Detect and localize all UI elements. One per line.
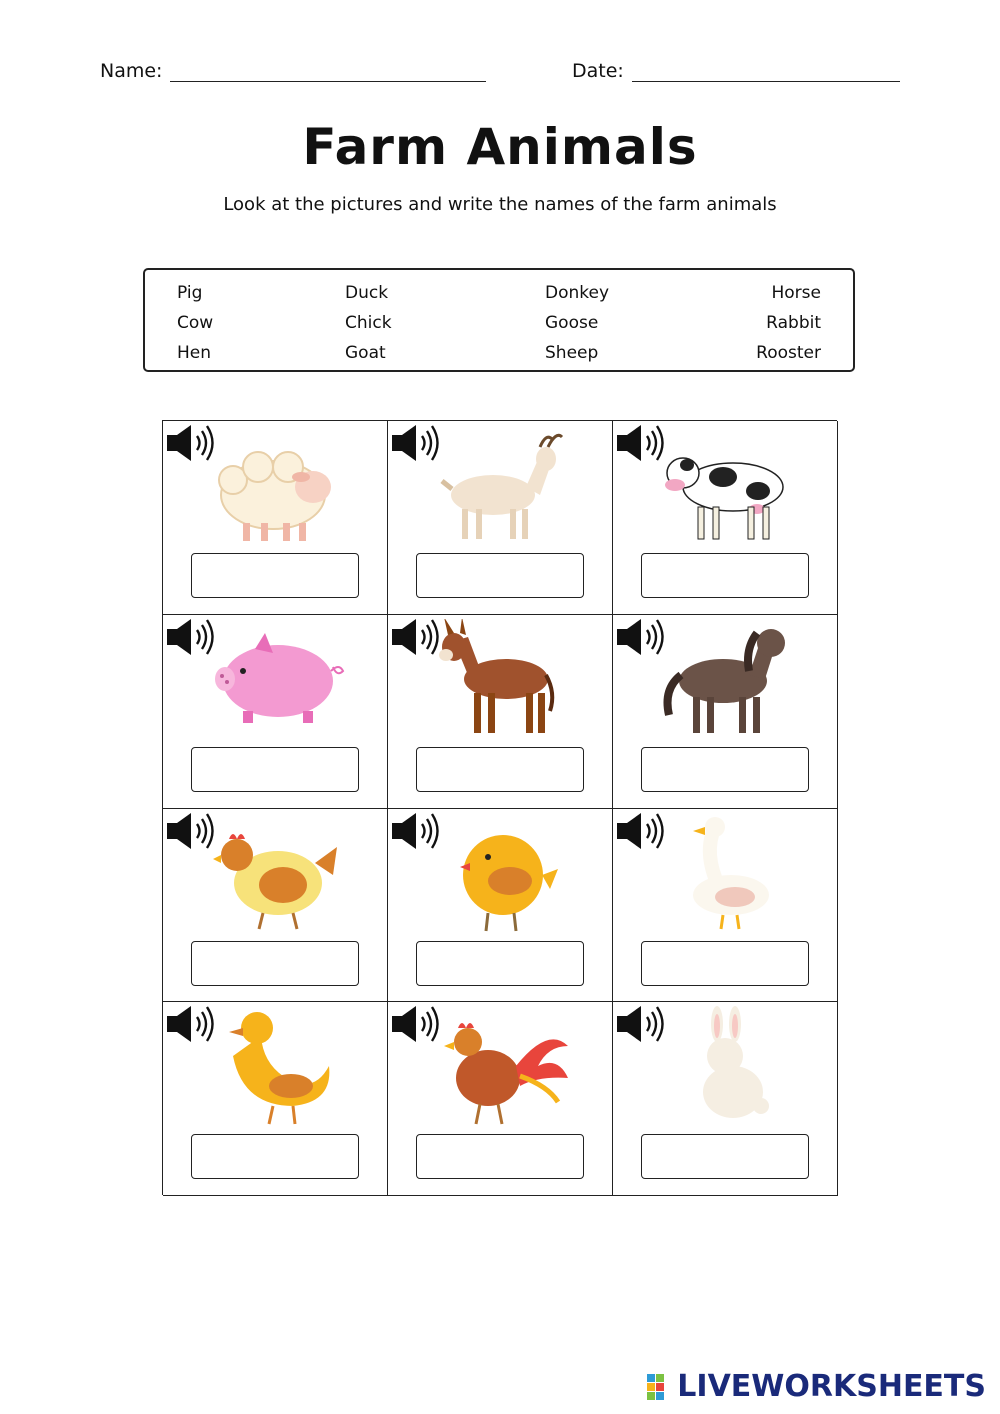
word-bank-column: [756, 278, 821, 368]
date-field: [572, 60, 900, 82]
word-bank-item: Donkey: [545, 283, 610, 303]
word-bank-column: [177, 278, 213, 368]
word-bank-column: [345, 278, 392, 368]
animal-cell: [613, 421, 838, 615]
duck-illustration: [203, 1006, 348, 1126]
word-bank-item: Goose: [545, 313, 599, 333]
brand-name: LIVEWORKSHEETS: [677, 1369, 986, 1404]
answer-input[interactable]: [416, 941, 584, 986]
liveworksheets-logo: [647, 1369, 986, 1404]
word-bank-item: Chick: [345, 313, 392, 333]
page-title: Farm Animals: [302, 118, 698, 176]
word-bank-item: Horse: [771, 283, 821, 303]
answer-input[interactable]: [191, 553, 359, 598]
name-field: [100, 60, 486, 82]
answer-input[interactable]: [641, 553, 809, 598]
animal-cell: [613, 1002, 838, 1196]
word-bank-item: Pig: [177, 283, 203, 303]
word-bank-item: Hen: [177, 343, 212, 363]
hen-illustration: [203, 813, 348, 933]
name-line: [170, 61, 486, 82]
pig-illustration: [203, 619, 348, 739]
animal-cell: [163, 1002, 388, 1196]
answer-input[interactable]: [641, 1134, 809, 1179]
answer-input[interactable]: [416, 1134, 584, 1179]
word-bank-item: Sheep: [545, 343, 599, 363]
word-bank-item: Rooster: [756, 343, 821, 363]
word-bank-column: [545, 278, 609, 368]
answer-input[interactable]: [191, 1134, 359, 1179]
rooster-illustration: [428, 1006, 573, 1126]
instructions: Look at the pictures and write the names of the farm animals: [223, 194, 777, 215]
answer-input[interactable]: [191, 941, 359, 986]
answer-input[interactable]: [191, 747, 359, 792]
sheep-illustration: [203, 425, 348, 545]
answer-input[interactable]: [641, 941, 809, 986]
animal-grid: [162, 420, 837, 1195]
animal-cell: [388, 615, 613, 809]
horse-illustration: [653, 619, 798, 739]
word-bank-item: Duck: [345, 283, 389, 303]
cow-illustration: [653, 425, 798, 545]
answer-input[interactable]: [416, 553, 584, 598]
date-line: [632, 61, 900, 82]
rabbit-illustration: [653, 1006, 798, 1126]
donkey-illustration: [428, 619, 573, 739]
word-bank: [143, 268, 855, 372]
animal-cell: [388, 421, 613, 615]
answer-input[interactable]: [416, 747, 584, 792]
name-label: Name:: [100, 60, 163, 82]
word-bank-item: Rabbit: [766, 313, 821, 333]
animal-cell: [613, 615, 838, 809]
goose-illustration: [653, 813, 798, 933]
date-label: Date:: [572, 60, 624, 82]
animal-cell: [163, 615, 388, 809]
answer-input[interactable]: [641, 747, 809, 792]
goat-illustration: [428, 425, 573, 545]
animal-cell: [163, 809, 388, 1003]
chick-illustration: [428, 813, 573, 933]
animal-cell: [388, 809, 613, 1003]
animal-cell: [613, 809, 838, 1003]
animal-cell: [388, 1002, 613, 1196]
animal-cell: [163, 421, 388, 615]
word-bank-item: Goat: [345, 343, 386, 363]
word-bank-item: Cow: [177, 313, 214, 333]
logo-icon: [647, 1374, 673, 1400]
